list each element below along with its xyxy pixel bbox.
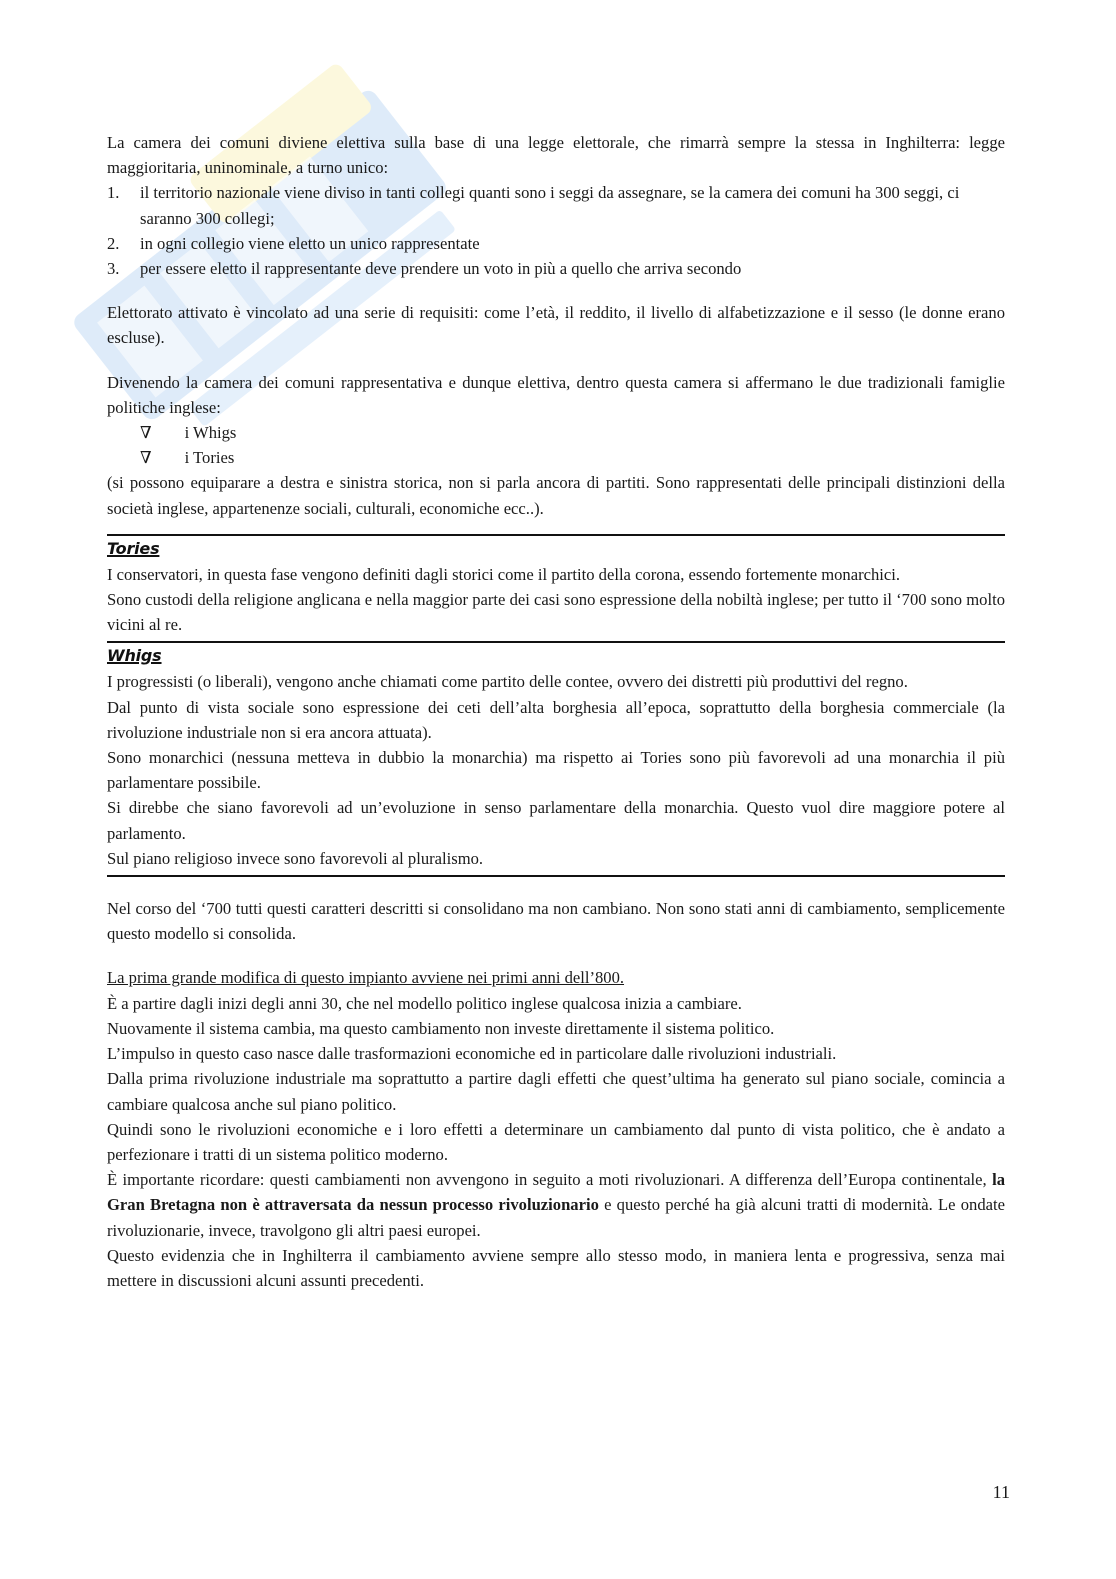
whigs-paragraph: Dal punto di vista sociale sono espressione dei ceti dell’alta borghesia all’epoca, soprattutto della borghesia commerciale (la rivoluzione industriale non si era ancora attuata). [107,697,1005,742]
bullet-triangle-icon: ∇ [140,423,152,443]
tories-paragraph: I conservatori, in questa fase vengono definiti dagli storici come il partito della corona, essendo fortemente monarchici. [107,564,901,584]
families-note-paragraph: (si possono equiparare a destra e sinistra storica, non si parla ancora di partiti. Sono rappresentati delle principali distinzioni della società inglese, appartenenze sociali, culturali, economiche ecc..). [107,473,1005,518]
ottocento-paragraph: Quindi sono le rivoluzioni economiche e i loro effetti a determinare un cambiamento dal punto di vista politico, che è andato a perfezionare i tratti di un sistema politico moderno. [107,1119,1005,1164]
families-list [107,420,1005,470]
ottocento-paragraph [107,1167,1005,1243]
whigs-paragraph: Sul piano religioso invece sono favorevoli al pluralismo. [107,848,484,868]
text-run: e questo perché ha già alcuni tratti di modernità. Le ondate rivoluzionarie, invece, travolgono gli altri paesi europei. [107,1195,1005,1240]
electoral-law-list [107,180,1005,281]
ottocento-paragraph: Dalla prima rivoluzione industriale ma soprattutto a partire dagli effetti che quest’ultima ha generato sul piano sociale, comincia a cambiare qualcosa anche sul piano politico. [107,1069,1005,1114]
list-text: i Whigs [184,423,237,443]
ottocento-paragraph: Questo evidenzia che in Inghilterra il cambiamento avviene sempre allo stesso modo, in maniera lenta e progressiva, senza mai mettere in discussioni alcuni assunti precedenti. [107,1245,1005,1290]
ottocento-paragraph: È a partire dagli inizi degli anni 30, che nel modello politico inglese qualcosa inizia a cambiare. [107,993,742,1013]
document-body [107,130,1005,1293]
political-families-paragraph: Divenendo la camera dei comuni rappresentativa e dunque elettiva, dentro questa camera si affermano le due tradizionali famiglie politiche inglese: [107,372,1005,417]
list-text: i Tories [184,448,235,468]
ottocento-paragraph: L’impulso in questo caso nasce dalle trasformazioni economiche ed in particolare dalle rivoluzioni industriali. [107,1044,837,1064]
tories-heading: Tories [107,538,160,558]
whigs-heading: Whigs [107,646,162,666]
whigs-paragraph: I progressisti (o liberali), vengono anche chiamati come partito delle contee, ovvero dei distretti più produttivi del regno. [107,672,908,692]
list-text: in ogni collegio viene eletto un unico rappresentate [140,233,480,253]
ottocento-heading: La prima grande modifica di questo impianto avviene nei primi anni dell’800. [107,968,625,988]
electorate-paragraph: Elettorato attivato è vincolato ad una serie di requisiti: come l’età, il reddito, il livello di alfabetizzazione e il sesso (le donne erano escluse). [107,303,1005,348]
list-text: per essere eletto il rappresentante deve prendere un voto in più a quello che arriva secondo [140,259,742,279]
list-item [107,231,1005,256]
list-number: 1. [107,183,120,203]
text-run: È importante ricordare: questi cambiamenti non avvengono in seguito a moti rivoluzionari. A differenza dell’Europa continentale, [107,1170,993,1190]
list-item [107,180,1005,230]
list-number: 2. [107,233,120,253]
bold-emphasis: la Gran Bretagna non è attraversata da nessun processo rivoluzionario [107,1170,1005,1215]
list-item [107,420,1005,445]
list-text: il territorio nazionale viene diviso in tanti collegi quanti sono i seggi da assegnare, se la camera dei comuni ha 300 seggi, ci saranno 300 collegi; [140,183,960,228]
ottocento-paragraph: Nuovamente il sistema cambia, ma questo cambiamento non investe direttamente il sistema politico. [107,1018,775,1038]
list-item [107,256,1005,281]
list-number: 3. [107,259,120,279]
bullet-triangle-icon: ∇ [140,448,152,468]
tories-paragraph: Sono custodi della religione anglicana e nella maggior parte dei casi sono espressione della nobiltà inglese; per tutto il ‘700 sono molto vicini al re. [107,590,1005,635]
whigs-paragraph: Si direbbe che siano favorevoli ad un’evoluzione in senso parlamentare della monarchia. Questo vuol dire maggiore potere al parlamento. [107,798,1005,843]
intro-paragraph: La camera dei comuni diviene elettiva sulla base di una legge elettorale, che rimarrà sempre la stessa in Inghilterra: legge maggioritaria, uninominale, a turno unico: [107,133,1005,178]
whigs-paragraph: Sono monarchici (nessuna metteva in dubbio la monarchia) ma rispetto ai Tories sono più favorevoli ad una monarchia il più parlamentare possibile. [107,748,1005,793]
settecento-paragraph: Nel corso del ‘700 tutti questi caratteri descritti si consolidano ma non cambiano. Non sono stati anni di cambiamento, semplicemente questo modello si consolida. [107,899,1005,944]
list-item [107,445,1005,470]
page-number: 11 [992,1482,1010,1502]
